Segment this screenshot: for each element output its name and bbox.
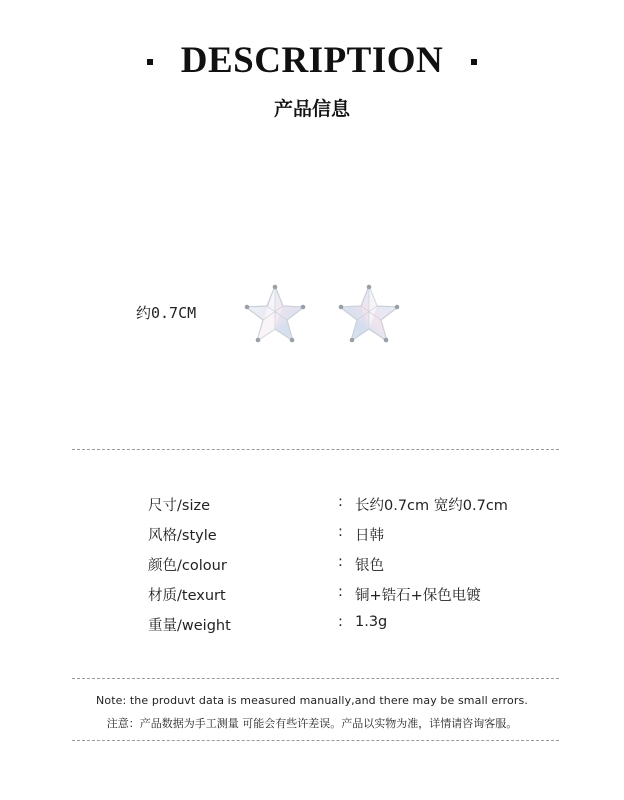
spec-separator: : <box>338 554 343 570</box>
title-row <box>0 38 624 82</box>
spec-label: 重量/weight <box>148 618 231 634</box>
spec-value: 银色 <box>355 558 384 574</box>
spec-label: 颜色/colour <box>148 558 227 574</box>
spec-label: 尺寸/size <box>148 498 211 514</box>
spec-value: 1.3g <box>355 614 388 630</box>
page-subtitle: 产品信息 <box>273 98 350 120</box>
spec-list <box>148 494 568 644</box>
spec-separator: : <box>338 524 343 540</box>
spec-row-colour <box>148 554 568 584</box>
spec-value: 日韩 <box>355 528 384 544</box>
note-chinese: 注意：产品数据为手工测量 可能会有些许差误。产品以实物为准，详情请咨询客服。 <box>106 717 518 730</box>
spec-row-size <box>148 494 568 524</box>
spec-label: 材质/texurt <box>148 588 226 604</box>
divider-top <box>72 449 559 450</box>
spec-separator: : <box>338 614 343 630</box>
spec-label: 风格/style <box>148 528 217 544</box>
title-bullet-left <box>147 59 153 65</box>
size-annotation: 约0.7CM <box>136 304 197 322</box>
title-bullet-right <box>471 59 477 65</box>
divider-bottom <box>72 740 559 741</box>
spec-row-style <box>148 524 568 554</box>
spec-row-weight <box>148 614 568 644</box>
page-title: DESCRIPTION <box>180 39 444 81</box>
spec-value: 长约0.7cm 宽约0.7cm <box>355 498 508 514</box>
divider-middle <box>72 678 559 679</box>
spec-separator: : <box>338 494 343 510</box>
star-earring-left <box>240 282 310 348</box>
spec-value: 铜+锆石+保色电镀 <box>355 588 481 604</box>
note-english: Note: the produvt data is measured manually,and there may be small errors. <box>96 694 528 707</box>
spec-row-material <box>148 584 568 614</box>
star-earring-right <box>334 282 404 348</box>
spec-separator: : <box>338 584 343 600</box>
